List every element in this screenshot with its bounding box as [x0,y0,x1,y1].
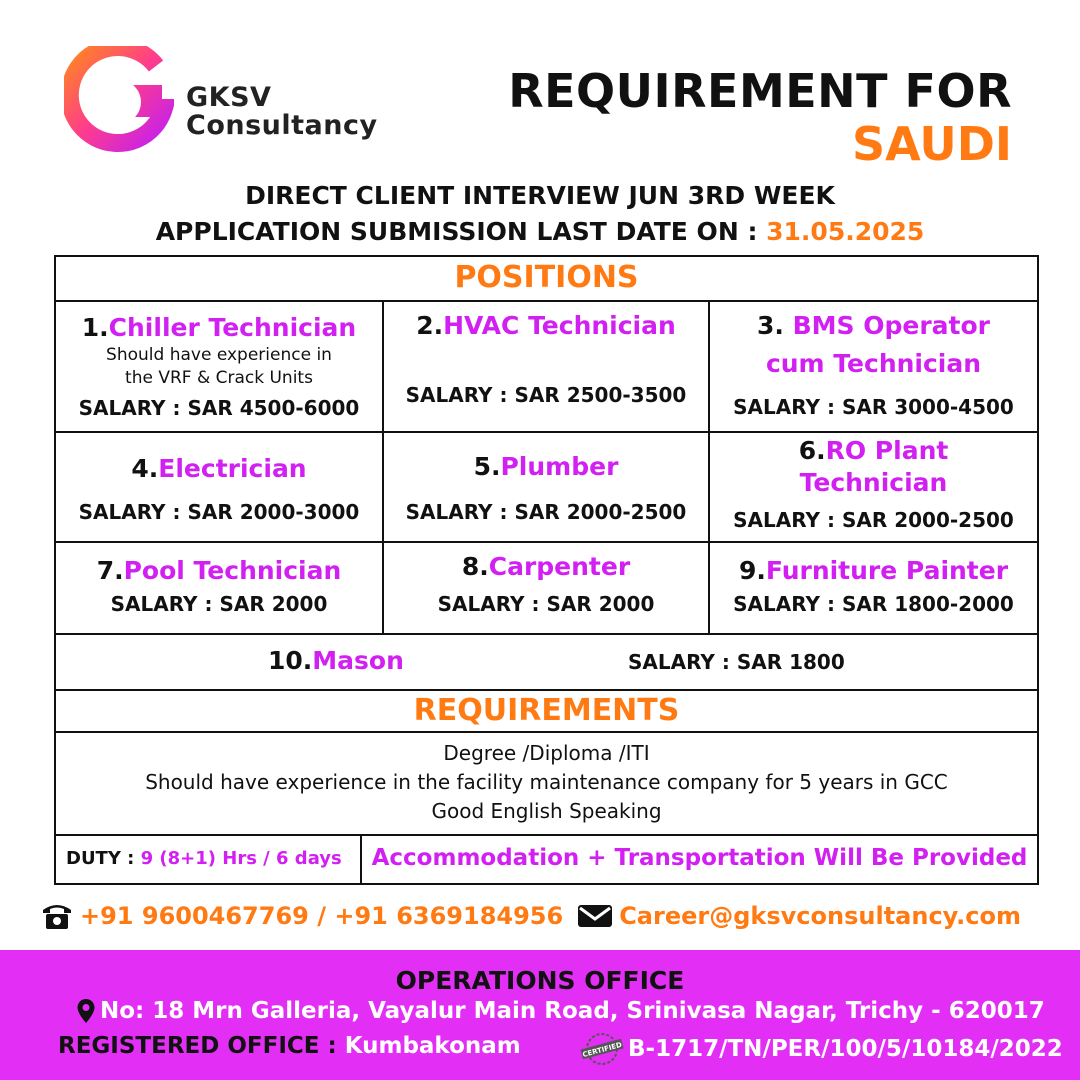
positions-table [54,255,1039,885]
phone-numbers[interactable]: +91 9600467769 / +91 6369184956 [80,902,564,930]
interview-line: DIRECT CLIENT INTERVIEW JUN 3RD WEEK [245,181,835,210]
email-icon [577,903,613,929]
requirements-header [56,691,1037,733]
registered-label: REGISTERED OFFICE : [58,1033,345,1059]
registered-value: Kumbakonam [344,1033,521,1059]
position-salary: SALARY : SAR 2500-3500 [405,383,687,407]
duty-value: 9 (8+1) Hrs / 6 days [140,848,342,869]
position-card [384,433,710,541]
position-title: 9.Furniture Painter [738,556,1009,585]
requirement-item: Should have experience in the facility maintenance company for 5 years in GCC [145,770,948,794]
office-address [76,998,1045,1024]
intro [0,178,1080,250]
position-card [710,302,1037,431]
position-title: 8.Carpenter [461,552,631,581]
duty-label: DUTY : [66,848,141,869]
position-card [710,543,1037,633]
position-salary: SALARY : SAR 2000-2500 [405,500,687,524]
position-salary: SALARY : SAR 2000 [110,592,328,616]
requirements-list [56,733,1037,826]
position-salary: SALARY : SAR 1800-2000 [733,592,1014,616]
position-title-cont: cum Technician [765,349,982,378]
operations-office-title: OPERATIONS OFFICE [395,966,685,995]
positions-row-3 [56,543,1037,635]
gksv-logo-icon [64,46,174,156]
position-title: 5.Plumber [473,452,619,481]
position-card [710,433,1037,541]
position-salary: SALARY : SAR 3000-4500 [733,395,1014,419]
position-title: 2.HVAC Technician [416,311,676,340]
license-number [580,1032,1063,1066]
position-title: 6.RO Plant [798,436,949,465]
registered-office [58,1033,521,1059]
position-card [56,433,384,541]
position-salary: SALARY : SAR 2000 [437,592,655,616]
requirements-body [56,733,1037,836]
email-address[interactable]: Career@gksvconsultancy.com [619,902,1021,930]
contact-line [40,901,1021,931]
headline-country: SAUDI [852,117,1012,171]
position-title: 4.Electrician [131,454,307,483]
deadline-label: APPLICATION SUBMISSION LAST DATE ON : [155,217,767,246]
deadline-date: 31.05.2025 [766,217,925,246]
positions-title: POSITIONS [454,260,639,295]
address-text: No: 18 Mrn Galleria, Vayalur Main Road, Srinivasa Nagar, Trichy - 620017 [100,998,1045,1024]
position-title-cont: Technician [799,468,948,497]
footer [0,950,1080,1080]
position-title: 7.Pool Technician [96,556,342,585]
brand-line2: Consultancy [186,110,378,141]
position-salary: SALARY : SAR 1800 [628,650,845,674]
positions-row-2 [56,433,1037,543]
certified-stamp-icon [580,1032,624,1066]
positions-row-4 [56,635,1037,691]
position-card [384,543,710,633]
positions-row-1 [56,302,1037,433]
position-card [56,543,384,633]
position-salary: SALARY : SAR 4500-6000 [78,396,360,420]
position-title: 10.Mason [268,646,404,675]
brand-line1: GKSV [186,82,272,113]
positions-header [56,257,1037,302]
position-note: the VRF & Crack Units [125,368,313,388]
position-card [384,302,710,431]
position-note: Should have experience in [106,345,332,365]
benefits-text: Accommodation + Transportation Will Be Provided [371,845,1028,871]
position-salary: SALARY : SAR 2000-2500 [733,508,1014,532]
location-pin-icon [76,998,96,1024]
position-title: 1.Chiller Technician [81,313,357,342]
phone-icon [40,901,74,931]
duty-cell [56,836,362,883]
requirement-item: Degree /Diploma /ITI [443,741,650,765]
brand-name [186,84,378,140]
deadline-line [0,214,1080,250]
requirements-title: REQUIREMENTS [413,693,680,728]
position-card [56,302,384,431]
stamp-text: CERTIFIED [581,1040,623,1060]
license-text: B-1717/TN/PER/100/5/10184/2022 [628,1036,1063,1062]
requirement-item: Good English Speaking [431,799,662,823]
position-title: 3. BMS Operator [756,311,990,340]
duty-row [56,836,1037,883]
position-salary: SALARY : SAR 2000-3000 [78,500,360,524]
headline [508,64,1012,170]
headline-line1: REQUIREMENT FOR [508,64,1012,118]
